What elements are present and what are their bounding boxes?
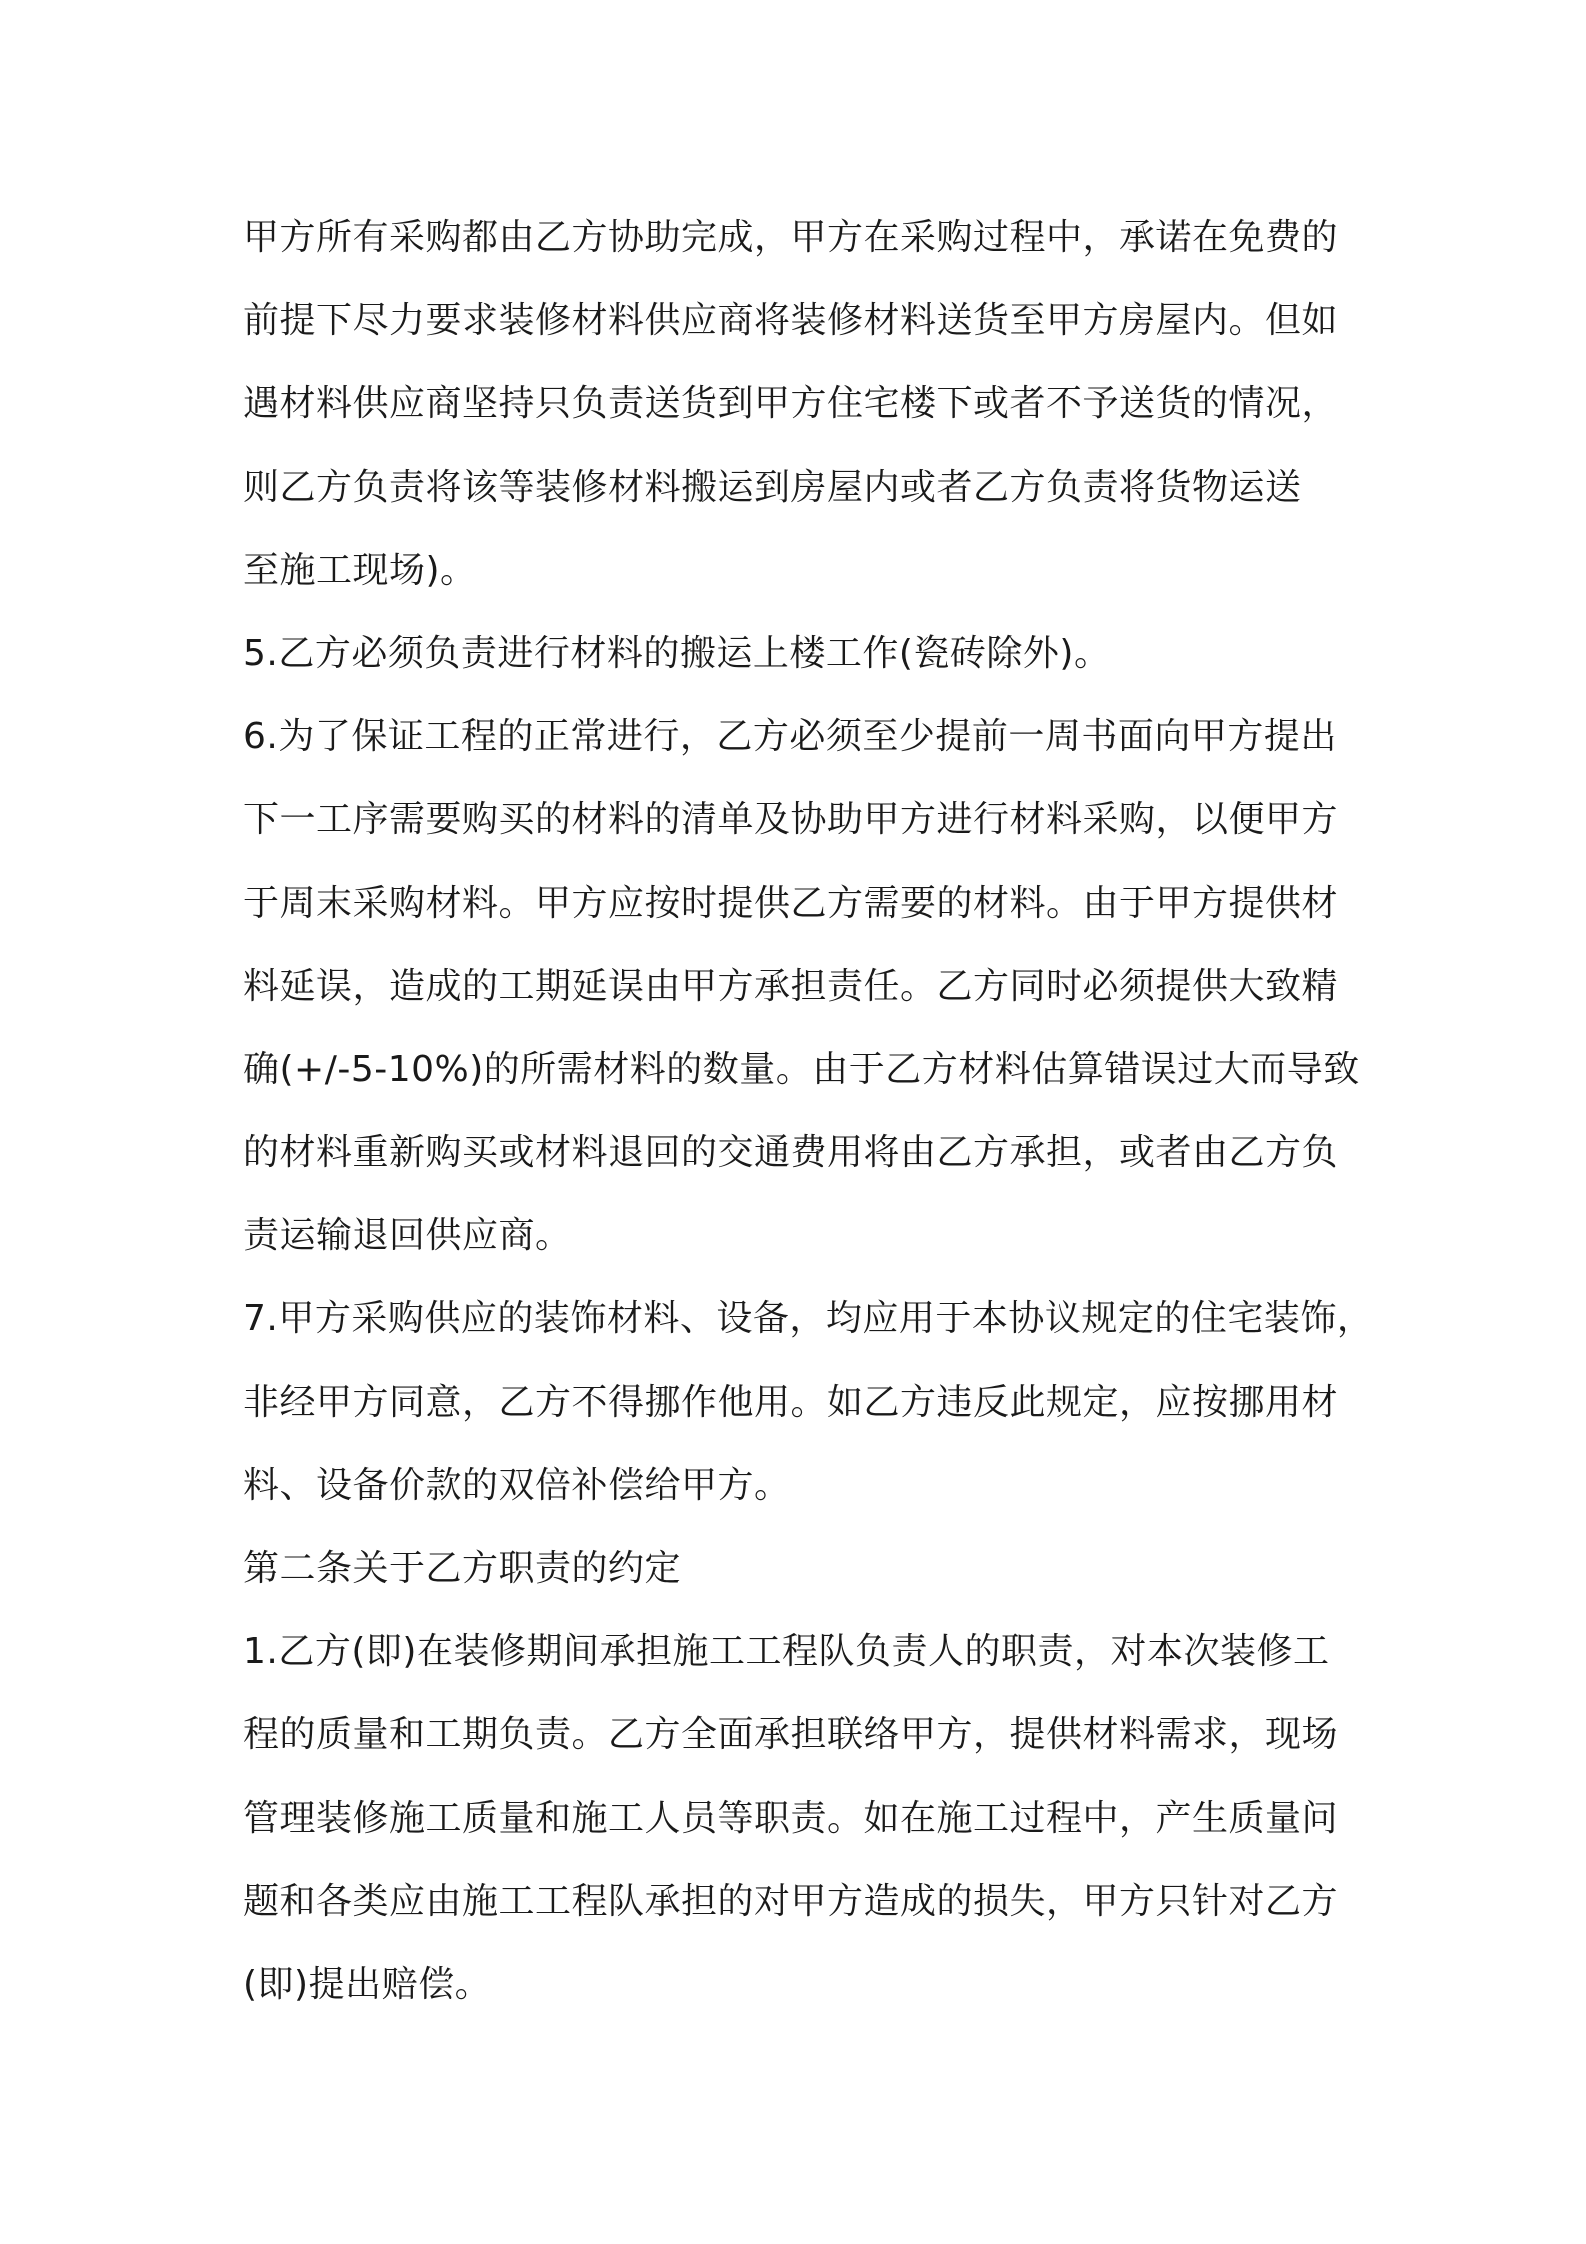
text-line: 5.乙方必须负责进行材料的搬运上楼工作(瓷砖除外)。 — [243, 632, 1111, 674]
text-line: 确(+/-5-10%)的所需材料的数量。由于乙方材料估算错误过大而导致 — [243, 1048, 1360, 1090]
text-line: 遇材料供应商坚持只负责送货到甲方住宅楼下或者不予送货的情况， — [243, 383, 1339, 425]
document-body — [243, 196, 1374, 2026]
text-line: 料、设备价款的双倍补偿给甲方。 — [243, 1464, 791, 1506]
text-line: 至施工现场)。 — [243, 549, 477, 591]
text-line: 1.乙方(即)在装修期间承担施工工程队负责人的职责，对本次装修工 — [243, 1631, 1330, 1673]
text-line: 非经甲方同意，乙方不得挪作他用。如乙方违反此规定，应按挪用材 — [243, 1381, 1339, 1423]
text-line: 程的质量和工期负责。乙方全面承担联络甲方，提供材料需求，现场 — [243, 1714, 1339, 1756]
text-line: 料延误，造成的工期延误由甲方承担责任。乙方同时必须提供大致精 — [243, 965, 1339, 1007]
text-line: 责运输退回供应商。 — [243, 1215, 572, 1257]
section-heading: 第二条关于乙方职责的约定 — [243, 1548, 682, 1589]
clause-5 — [243, 612, 1355, 695]
text-line: (即)提出赔偿。 — [243, 1963, 492, 2005]
paragraph-procurement-assistance — [243, 196, 1355, 612]
text-line: 6.为了保证工程的正常进行，乙方必须至少提前一周书面向甲方提出 — [243, 716, 1337, 758]
text-line: 管理装修施工质量和施工人员等职责。如在施工过程中，产生质量问 — [243, 1797, 1339, 1839]
section-heading-article-2 — [243, 1527, 1355, 1610]
text-line: 则乙方负责将该等装修材料搬运到房屋内或者乙方负责将货物运送 — [243, 466, 1302, 508]
article-2-clause-1 — [243, 1610, 1355, 2026]
text-line: 于周末采购材料。甲方应按时提供乙方需要的材料。由于甲方提供材 — [243, 882, 1339, 924]
clause-6 — [243, 695, 1360, 1277]
text-line: 题和各类应由施工工程队承担的对甲方造成的损失，甲方只针对乙方 — [243, 1880, 1339, 1922]
text-line: 前提下尽力要求装修材料供应商将装修材料送货至甲方房屋内。但如 — [243, 300, 1339, 342]
text-line: 甲方所有采购都由乙方协助完成，甲方在采购过程中，承诺在免费的 — [243, 217, 1339, 258]
text-line: 下一工序需要购买的材料的清单及协助甲方进行材料采购，以便甲方 — [243, 799, 1339, 841]
text-line: 的材料重新购买或材料退回的交通费用将由乙方承担，或者由乙方负 — [243, 1132, 1339, 1174]
clause-7 — [243, 1277, 1374, 1527]
text-line: 7.甲方采购供应的装饰材料、设备，均应用于本协议规定的住宅装饰， — [243, 1298, 1374, 1340]
